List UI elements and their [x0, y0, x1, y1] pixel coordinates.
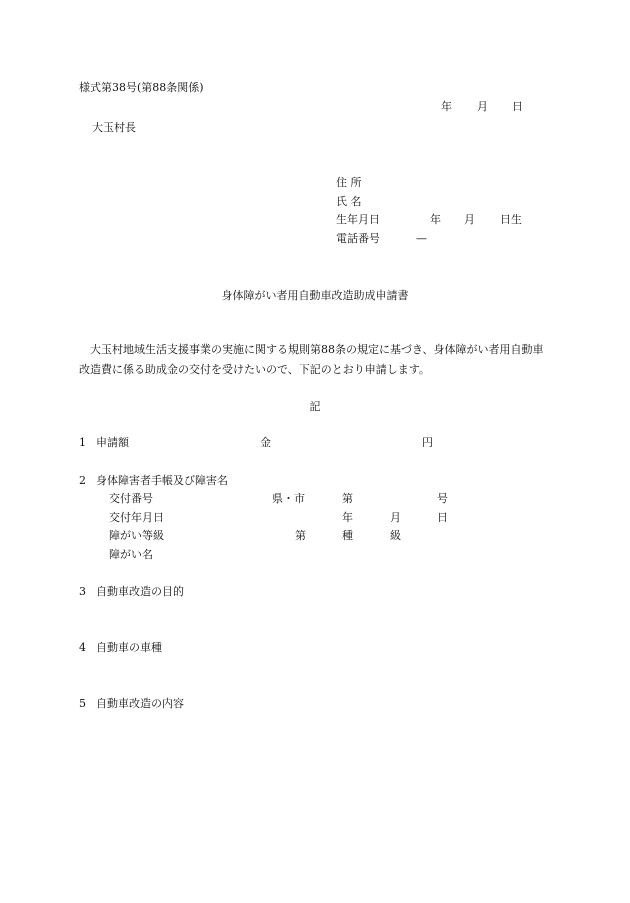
item5-number: 5 [79, 697, 86, 710]
grade-shu: 種 [342, 529, 353, 542]
phone-label: 電話番号 [336, 232, 380, 245]
item3-number: 3 [79, 585, 86, 598]
birthdate-suffix: 日生 [500, 213, 522, 226]
birthdate-label: 生年月日 [336, 213, 380, 226]
item1-label: 申請額 [96, 436, 129, 449]
grade-label: 障がい等級 [109, 529, 164, 542]
item2-number: 2 [79, 474, 86, 487]
form-number: 様式第38号(第88条関係) [79, 81, 204, 94]
issue-date-day: 日 [437, 511, 448, 524]
document-title: 身体障がい者用自動車改造助成申請書 [221, 289, 409, 302]
date-day: 日 [512, 100, 523, 113]
birthdate-month: 月 [464, 213, 475, 226]
date-month: 月 [477, 100, 488, 113]
phone-dash: — [416, 232, 427, 245]
disability-name-label: 障がい名 [109, 548, 153, 561]
address-label: 住 所 [336, 176, 362, 189]
grade-kyu: 級 [390, 529, 401, 542]
name-label: 氏 名 [336, 195, 362, 208]
grade-dai: 第 [295, 529, 306, 542]
issue-number-dai: 第 [342, 492, 353, 505]
item4-number: 4 [79, 641, 86, 654]
item4-label: 自動車の車種 [96, 641, 162, 654]
item3-label: 自動車改造の目的 [96, 585, 184, 598]
item1-number: 1 [79, 436, 86, 449]
issue-number-label: 交付番号 [109, 492, 153, 505]
birthdate-year: 年 [430, 213, 441, 226]
date-year: 年 [441, 100, 452, 113]
item5-label: 自動車改造の内容 [96, 697, 184, 710]
issue-date-label: 交付年月日 [109, 511, 164, 524]
body-paragraph: 大玉村地域生活支援事業の実施に関する規則第88条の規定に基づき、身体障がい者用自動車改造費に係る助成金の交付を受けたいので、下記のとおり申請します。 [79, 343, 544, 376]
addressee: 大玉村長 [92, 121, 136, 134]
item2-label: 身体障害者手帳及び障害名 [96, 474, 228, 487]
issue-date-month: 月 [390, 511, 401, 524]
ki-marker: 記 [309, 400, 321, 413]
issue-number-gou: 号 [437, 492, 448, 505]
issue-date-year: 年 [342, 511, 353, 524]
pref-city: 県・市 [272, 492, 305, 505]
item1-kin: 金 [260, 436, 271, 449]
item1-yen: 円 [422, 436, 433, 449]
